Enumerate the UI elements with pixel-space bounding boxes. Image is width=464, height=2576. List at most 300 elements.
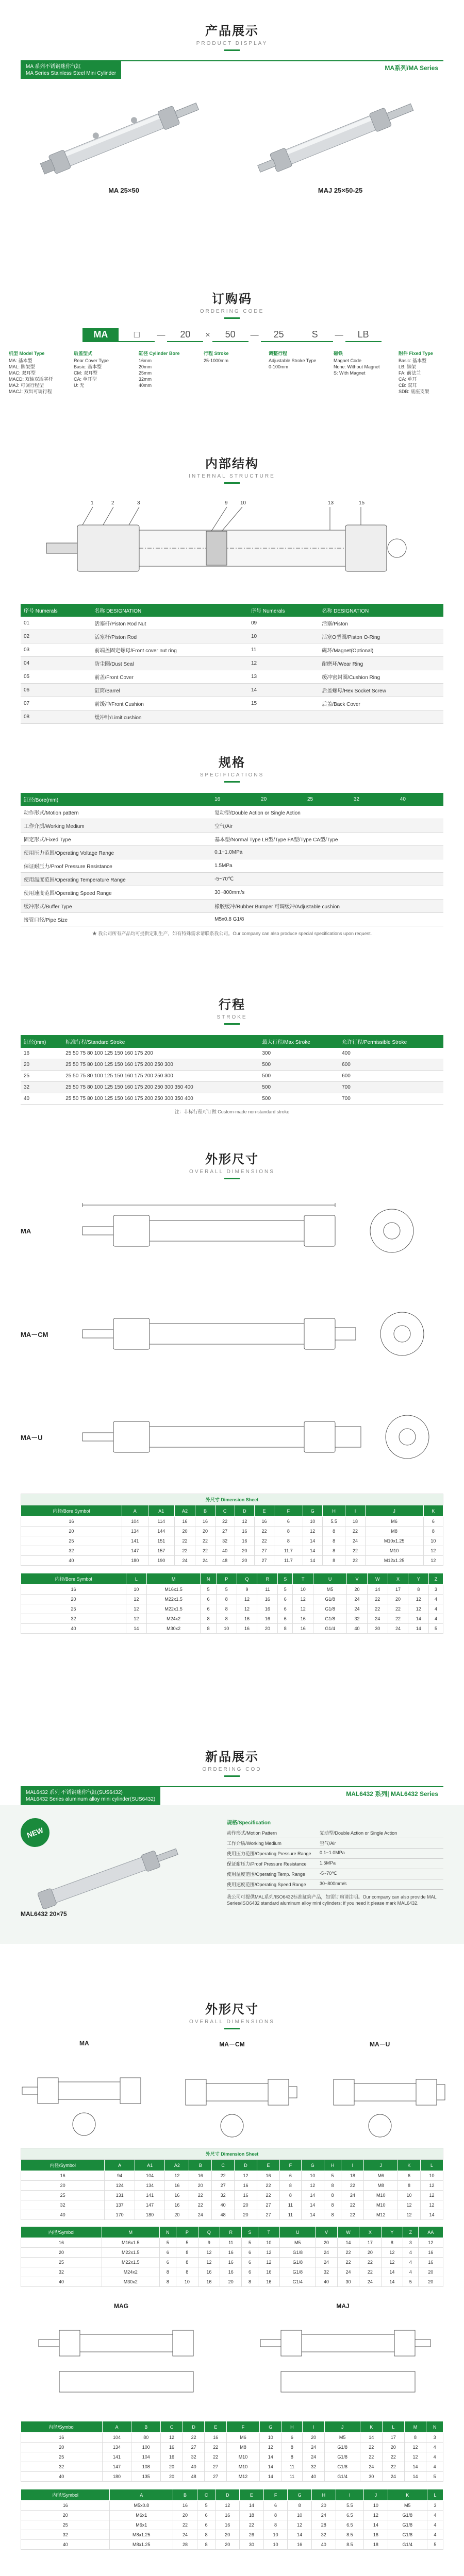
drawing-label: MA [79, 2040, 89, 2047]
table-cell: 磁环/Magnet(Optional) [319, 643, 443, 657]
table-cell: 8 [216, 1604, 237, 1614]
table-cell: 32 [21, 2462, 103, 2472]
table-row [21, 1071, 443, 1082]
table-cell: 20 [195, 1527, 215, 1536]
table-header-cell: S [242, 2227, 258, 2238]
table-header-cell: L [427, 2489, 443, 2501]
table-cell: 05 [21, 670, 91, 684]
table-cell: 3 [426, 2433, 443, 2443]
table-cell: 14 [404, 2462, 426, 2472]
table-cell: 8 [278, 1624, 293, 1634]
drawing-ma-cm [0, 1282, 464, 1385]
table-row [21, 1595, 443, 1604]
table-cell: 22 [257, 2181, 280, 2191]
table-cell: 5 [427, 2540, 443, 2550]
table-cell: 20 [165, 2210, 189, 2220]
table-row [21, 2511, 443, 2520]
order-code-stroke: 50 [212, 328, 248, 342]
order-desc-col [139, 350, 195, 395]
table-cell: 0.1~1.0MPa [211, 846, 443, 859]
table-header-cell: G [288, 2489, 312, 2501]
table-header-cell: 标准行程/Standard Stroke [62, 1035, 259, 1048]
product-right-label: MAJ 25×50-25 [318, 187, 363, 194]
table-cell: 22 [174, 1536, 195, 1546]
table-header-cell: 内径/Symbol [21, 2227, 102, 2238]
svg-text:10: 10 [240, 500, 246, 506]
order-desc-line: 25mm [139, 370, 152, 376]
drawing-ma2 [17, 2040, 151, 2138]
order-code-row [0, 328, 464, 342]
table-cell: 137 [105, 2200, 135, 2210]
mag-maj-row [0, 2287, 464, 2421]
table-cell: 10 [126, 1585, 147, 1595]
table-cell: 16 [220, 2248, 242, 2258]
table-cell: 6 [263, 2501, 288, 2511]
table-cell: 22 [254, 1536, 274, 1546]
new-product-panel [0, 1805, 464, 1944]
table-cell: 16 [198, 2277, 220, 2287]
table-cell: 94 [105, 2171, 135, 2181]
table-cell: 16 [418, 2248, 443, 2258]
table-cell: 40 [21, 1093, 62, 1105]
table-cell: 8 [201, 1624, 216, 1634]
table-cell: 22 [367, 1595, 388, 1604]
table-cell: 600 [339, 1071, 443, 1082]
table-cell: 缓冲密封圈/Cushion Ring [319, 670, 443, 684]
table-cell: 12 [303, 1527, 322, 1536]
table-cell: 10 [263, 2540, 288, 2550]
table-header-cell: Q [237, 1573, 257, 1585]
table-cell: M6x1 [110, 2520, 173, 2530]
table-header-cell: W [367, 1573, 388, 1585]
table-row [21, 2181, 443, 2191]
dims2-table-2 [21, 2226, 443, 2287]
table-cell: 16 [235, 1527, 254, 1536]
table-cell: 缓冲形式/Buffer Type [21, 900, 211, 913]
table-cell: 24 [312, 2511, 336, 2520]
table-cell: 16 [257, 2171, 280, 2181]
order-desc-line: S: With Magnet [334, 370, 366, 376]
table-cell: 橡胶缓冲/Rubber Bumper 可调缓冲/Adjustable cushion [211, 900, 443, 913]
order-desc-line: Magnet Code [334, 358, 362, 363]
table-cell: 14 [240, 2501, 264, 2511]
new-spec-value: -5~70℃ [320, 1871, 337, 1876]
table-header-cell: C [161, 2421, 183, 2433]
table-cell: 20 [235, 1556, 254, 1566]
table-header-cell: H [324, 2160, 341, 2171]
table-header-cell: M [102, 2227, 159, 2238]
table-cell: 8 [423, 1527, 443, 1536]
table-cell: 10 [423, 1536, 443, 1546]
table-cell: 141 [135, 2191, 165, 2200]
table-cell: 8.5 [336, 2530, 363, 2540]
table-cell: 18 [341, 2171, 364, 2181]
order-desc-col [334, 350, 390, 395]
table-cell: 16 [21, 1048, 62, 1059]
table-row [21, 657, 443, 670]
table-header-cell: D [216, 2489, 240, 2501]
table-cell: 6 [242, 2267, 258, 2277]
table-cell: 8 [322, 1546, 345, 1556]
table-cell: 11 [279, 2210, 301, 2220]
order-desc-line: 0-100mm [269, 364, 289, 369]
table-cell: 14 [303, 1556, 322, 1566]
table-cell: 使用温度范围/Operating Temperature Range [21, 873, 211, 886]
drawing-mag-svg [28, 2310, 214, 2413]
table-cell: 124 [105, 2181, 135, 2191]
table-header-cell: F [263, 2489, 288, 2501]
table-header-cell: L [383, 2421, 405, 2433]
section-title [0, 453, 464, 484]
new-spec-value: 30~800mm/s [320, 1881, 347, 1886]
product-left [36, 92, 211, 194]
table-cell: 14 [126, 1624, 147, 1634]
table-cell: 12 [248, 657, 319, 670]
table-cell: 40 [21, 2540, 110, 2550]
table-cell: 11.7 [274, 1556, 303, 1566]
drawing-label: MAJ [336, 2302, 350, 2310]
table-cell: 11.7 [274, 1546, 303, 1556]
table-cell: 17 [359, 2238, 381, 2248]
table-cell: 16 [21, 2433, 103, 2443]
table-cell: 4 [403, 2248, 419, 2258]
table-header-cell: J [364, 2489, 388, 2501]
table-cell: 12 [398, 2210, 421, 2220]
table-cell: 6 [423, 1517, 443, 1527]
table-cell: 11 [257, 1585, 278, 1595]
table-cell: 12 [421, 2181, 443, 2191]
table-header-cell: F [274, 1505, 303, 1517]
table-header-cell: F [227, 2421, 260, 2433]
new-spec-row [227, 1849, 443, 1859]
table-cell: M5 [280, 2238, 316, 2248]
table-cell: 4 [429, 1595, 443, 1604]
table-header-cell: H [281, 2421, 303, 2433]
table-header-cell: Z [429, 1573, 443, 1585]
table-cell: 16 [21, 1585, 126, 1595]
table-cell: 04 [21, 657, 91, 670]
table-header-cell: N [201, 1573, 216, 1585]
table-cell: 48 [215, 1556, 235, 1566]
table-cell: M5 [388, 2501, 427, 2511]
table-cell: 16 [257, 1595, 278, 1604]
table-cell: 20 [418, 2277, 443, 2287]
table-row [21, 643, 443, 657]
table-header-cell: 内径/Symbol [21, 2421, 103, 2433]
table-cell: 10 [364, 2501, 388, 2511]
order-code-model: MA [82, 328, 119, 342]
table-cell: 134 [102, 2443, 131, 2452]
table-header-cell: D [235, 2160, 257, 2171]
order-dash: — [157, 330, 165, 340]
table-row [21, 2210, 443, 2220]
order-desc-line: 32mm [139, 377, 152, 382]
banner-left-cn: MAL6432 系列 不锈钢迷你气缸(SUS6432) [26, 1790, 123, 1795]
table-cell: 活塞杆/Piston Rod [91, 630, 248, 643]
table-cell: 22 [388, 1604, 408, 1614]
table-cell: 20 [173, 2511, 197, 2520]
new-product-label: MAL6432 20×75 [21, 1910, 67, 1918]
table-cell: 100 [131, 2443, 161, 2452]
table-cell: 16 [189, 2171, 212, 2181]
table-cell: 141 [102, 2452, 131, 2462]
table-cell: 80 [131, 2433, 161, 2443]
table-cell: 14 [408, 1624, 429, 1634]
table-cell: 24 [195, 1556, 215, 1566]
table-cell: 3 [429, 1585, 443, 1595]
table-cell: 4 [426, 2443, 443, 2452]
svg-text:2: 2 [111, 500, 114, 506]
table-cell: M10x1.25 [365, 1536, 423, 1546]
table-cell: 22 [254, 1527, 274, 1536]
table-header-cell: K [423, 1505, 443, 1517]
table-cell: 20 [161, 2472, 183, 2482]
table-cell: 151 [148, 1536, 174, 1546]
table-header-cell: I [303, 2421, 325, 2433]
table-cell: 6 [278, 1595, 293, 1604]
table-header-cell: B [189, 2160, 212, 2171]
table-cell: 500 [259, 1071, 339, 1082]
table-cell: G1/8 [313, 1604, 347, 1614]
table-cell: G1/8 [313, 1595, 347, 1604]
table-cell: 6.5 [336, 2511, 363, 2520]
table-cell: 32 [21, 1546, 122, 1556]
table-cell: 6 [281, 2433, 303, 2443]
table-cell: 40 [316, 2277, 337, 2287]
table-row [21, 2540, 443, 2550]
table-header-cell: I [336, 2489, 363, 2501]
table-cell: 22 [337, 2248, 359, 2258]
order-desc-line: CA: 单耳型 [74, 377, 97, 382]
order-desc-line: LB: 脚架 [399, 364, 417, 369]
table-cell: 12 [235, 1517, 254, 1527]
table-header-cell: 20 [258, 793, 304, 806]
table-cell: 5 [176, 2238, 198, 2248]
order-desc-heading: 行程 Stroke [204, 351, 229, 356]
new-spec-row [227, 1859, 443, 1869]
stroke-note: 注：非标行程可订做 Custom-made non-standard stroke [174, 1109, 290, 1114]
table-cell: 24 [337, 2267, 359, 2277]
table-cell: 27 [257, 2200, 280, 2210]
specifications-section [0, 752, 464, 937]
table-cell: 16 [165, 2181, 189, 2191]
drawing-label: MA－U [369, 2041, 390, 2048]
table-cell: 16 [216, 2520, 240, 2530]
drawing-label: MA－CM [219, 2041, 245, 2048]
table-row [21, 710, 443, 724]
table-cell: 20 [235, 2210, 257, 2220]
title-cn: 外形尺寸 [205, 2003, 259, 2016]
table-header-cell: A1 [135, 2160, 165, 2171]
new-spec-row [227, 1828, 443, 1838]
table-cell: M10 [365, 1546, 423, 1556]
table-cell: 12 [381, 2248, 403, 2258]
table-cell: 24 [383, 2472, 405, 2482]
table-cell: 4 [403, 2267, 419, 2277]
table-cell: 14 [381, 2277, 403, 2287]
table-cell: 活塞O型圈/Piston O-Ring [319, 630, 443, 643]
series-banner [21, 60, 443, 79]
table-header-cell: K [398, 2160, 421, 2171]
table-cell: 12 [237, 1604, 257, 1614]
table-cell: 104 [102, 2433, 131, 2443]
order-desc-heading: 调整行程 [269, 351, 288, 356]
table-cell: 4 [427, 2530, 443, 2540]
table-header-cell: 16 [211, 793, 258, 806]
table-cell: 25 50 75 80 100 125 150 160 175 200 250 300 [62, 1059, 259, 1071]
table-header-cell: V [316, 2227, 337, 2238]
drawing-ma-u2-svg [313, 2048, 447, 2141]
table-cell: 6.5 [336, 2520, 363, 2530]
table-cell: 32 [316, 2267, 337, 2277]
table-header-cell: 允许行程/Permissible Stroke [339, 1035, 443, 1048]
table-header-cell: J [364, 2160, 398, 2171]
table-header-cell: H [322, 1505, 345, 1517]
title-cn: 规格 [219, 756, 245, 770]
table-cell: 8 [263, 2511, 288, 2520]
title-en: OVERALL DIMENSIONS [189, 2019, 275, 2025]
table-cell: 10 [259, 2433, 281, 2443]
table-row [21, 684, 443, 697]
table-cell: 08 [21, 710, 91, 724]
table-header-cell: E [205, 2421, 227, 2433]
table-cell: 06 [21, 684, 91, 697]
table-cell: 147 [135, 2200, 165, 2210]
table-header-cell: T [293, 1573, 313, 1585]
table-cell: M10 [364, 2191, 398, 2200]
table-cell: 8 [322, 1536, 345, 1546]
table-cell: 空气/Air [211, 819, 443, 833]
cylinder-image-left [36, 92, 211, 180]
table-cell: 8 [197, 2540, 216, 2550]
table-cell: 8 [322, 1527, 345, 1536]
table-row [21, 1517, 443, 1527]
table-cell: 11 [281, 2462, 303, 2472]
table-cell: 5 [278, 1585, 293, 1595]
dims-table-1 [21, 1494, 443, 1566]
table-cell: 32 [21, 2267, 102, 2277]
table-cell: 8 [279, 2181, 301, 2191]
table-cell: 22 [341, 2200, 364, 2210]
table-cell: 10 [216, 1624, 237, 1634]
table-cell: 3 [403, 2238, 419, 2248]
table-cell: M12 [227, 2472, 260, 2482]
dims2-table-4 [21, 2489, 443, 2550]
table-cell: 01 [21, 617, 91, 630]
new-spec-box [227, 1818, 443, 1918]
table-cell: 22 [345, 1556, 365, 1566]
table-header-cell: A [102, 2421, 131, 2433]
table-row [21, 1536, 443, 1546]
table-cell: 12 [258, 2258, 279, 2267]
table-cell: 16 [21, 2238, 102, 2248]
table-cell: 27 [183, 2443, 205, 2452]
table-header-cell: Z [403, 2227, 419, 2238]
table-cell: 24 [316, 2258, 337, 2267]
table-cell: 16 [258, 2267, 279, 2277]
table-cell: 前缓冲/Front Cushion [91, 697, 248, 710]
table-cell: 114 [148, 1517, 174, 1527]
table-cell: M24x2 [102, 2267, 159, 2277]
table-cell: M5x0.8 G1/8 [211, 913, 443, 926]
new-cylinder-image [21, 1847, 186, 1909]
dims2-table-1 [21, 2148, 443, 2220]
table-cell: 180 [122, 1556, 148, 1566]
table-cell: 30 [337, 2277, 359, 2287]
table-row [21, 846, 443, 859]
banner-left-en: MA Series Stainless Steel Mini Cylinder [26, 71, 117, 76]
table-cell: 600 [339, 1059, 443, 1071]
order-desc-col [74, 350, 130, 395]
table-cell: 16 [257, 1614, 278, 1624]
table-cell: 28 [173, 2540, 197, 2550]
banner-left-en: MAL6432 Series aluminum alloy mini cylinder(SUS6432) [26, 1797, 156, 1802]
table-header-cell: A1 [148, 1505, 174, 1517]
title-bar [224, 1775, 240, 1777]
table-cell: 12 [198, 2248, 220, 2258]
table-row [21, 2472, 443, 2482]
table-cell: 700 [339, 1082, 443, 1093]
table-cell: 16 [205, 2433, 227, 2443]
order-desc-line: CM: 双耳型 [74, 370, 97, 376]
table-cell: 8.5 [336, 2540, 363, 2550]
table-header-cell: 内径/Bore Symbol [21, 1505, 122, 1517]
table-cell: 180 [102, 2472, 131, 2482]
title-cn: 新品展示 [205, 1750, 259, 1764]
table-cell: 24 [347, 1595, 368, 1604]
table-cell: 16 [220, 2267, 242, 2277]
new-spec-key: 使用温度范围/Operating Temp. Range [227, 1872, 305, 1877]
table-cell: 14 [303, 1536, 322, 1546]
table-cell: 13 [248, 670, 319, 684]
table-cell: 24 [388, 1624, 408, 1634]
order-desc-line: Basic: 基本型 [399, 358, 427, 363]
table-cell: 12 [418, 2238, 443, 2248]
table-cell: 30 [367, 1624, 388, 1634]
table-header-cell: 缸径/Bore(mm) [21, 793, 211, 806]
table-header-cell: K [388, 2489, 427, 2501]
order-descriptions [0, 350, 464, 395]
order-desc-heading: 机型 Model Type [9, 351, 45, 356]
table-cell: M30x2 [102, 2277, 159, 2287]
order-desc-line: Basic: 基本型 [74, 364, 102, 369]
table-cell: 8 [324, 2210, 341, 2220]
table-cell: 8 [324, 2200, 341, 2210]
table-cell: 40 [312, 2540, 336, 2550]
table-cell: 16 [235, 2191, 257, 2200]
table-cell: 18 [345, 1517, 365, 1527]
title-en: PRODUCT DISPLAY [196, 41, 268, 46]
order-desc-line: 25-1000mm [204, 358, 229, 363]
table-header-cell: A [110, 2489, 173, 2501]
table-cell: 前盖/Front Cover [91, 670, 248, 684]
table-cell: 8 [288, 2501, 312, 2511]
product-right [253, 92, 428, 194]
table-cell: 动作形式/Motion pattern [21, 806, 211, 819]
table-cell: 40 [21, 2210, 105, 2220]
table-cell: 22 [360, 2452, 383, 2462]
table-row [21, 1556, 443, 1566]
table-cell: M22x1.5 [146, 1595, 201, 1604]
table-cell: 4 [429, 1614, 443, 1624]
table-header-cell: G [303, 1505, 322, 1517]
table-cell: G1/4 [313, 1624, 347, 1634]
order-desc-line: MACD: 双轴双活塞杆 [9, 377, 53, 382]
table-cell: 14 [337, 2238, 359, 2248]
table-cell: 30 [240, 2540, 264, 2550]
table-header-cell: L [126, 1573, 147, 1585]
table-cell: 12 [126, 1614, 147, 1624]
